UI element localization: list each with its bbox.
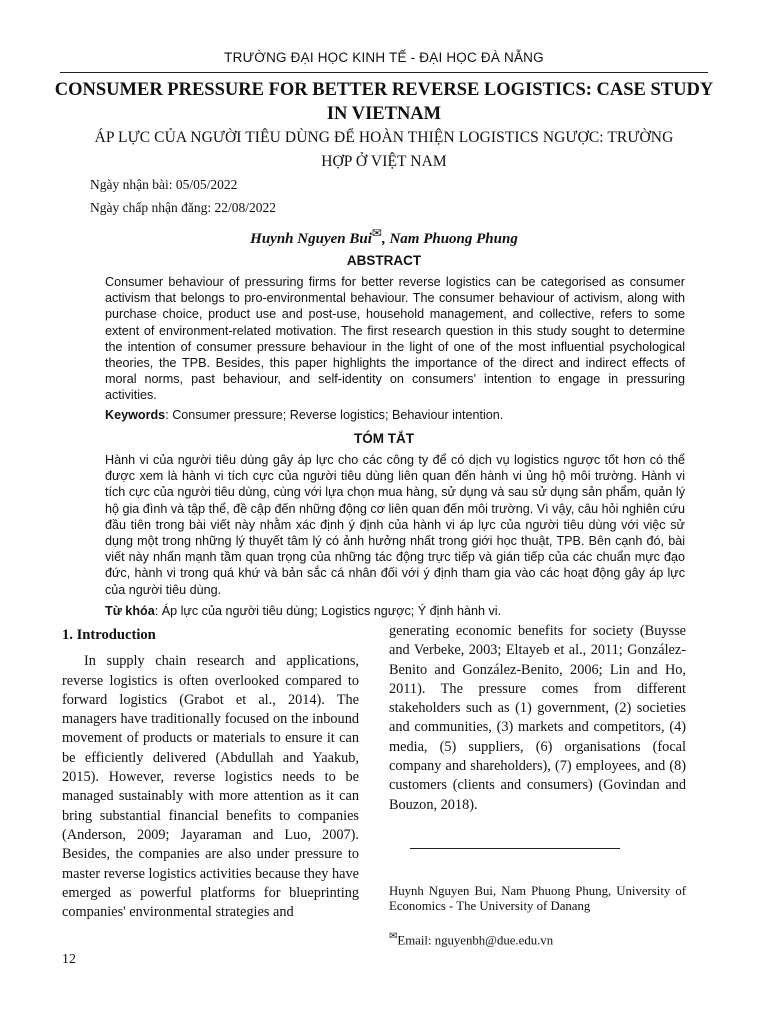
abstract-heading: ABSTRACT [346,253,422,268]
keywords-label: Keywords [105,408,166,422]
paper-title: CONSUMER PRESSURE FOR BETTER REVERSE LOGISTICS: CASE STUDY IN VIETNAM [54,80,714,124]
received-date: Ngày nhận bài: 05/05/2022 [90,177,238,192]
author-affiliation: Huynh Nguyen Bui, Nam Phuong Phung, University of Economics - The University of Danang [389,884,686,913]
email-text: Email: nguyenbh@due.edu.vn [397,933,554,948]
introduction-paragraph-right: generating economic benefits for society (Buysse and Verbeke, 2003; Eltayeb et al., 2011; González-Benito and González-Benito, 2006; Lin and Ho, 2011). The pressure comes from different stakeholders such as (1) government, (2) societies and communities, (3) markets and competitors, (4) media, (5) suppliers, (6) organisations (focal company and shareholders), (7) employees, and (8) customers (clients and consumers) (Govindan and Bouzon, 2018). [389,623,686,813]
abstract-text: Consumer behaviour of pressuring firms for better reverse logistics can be categorised as consumer activism that belongs to pro-environmental behaviour. The consumer behaviour of activism, along with purchase choice, product use and post-use, household management, and collective, refers to some extent of environment-related motivation. The first research question in this study sought to determine the intention of consumer pressure behaviour in the light of one of the most influential psychological theories, the TPB. Besides, this paper highlights the importance of the direct and indirect effects of moral norms, past behaviour, and self-identity on consumers' intention to engage in pressuring activities. [105,275,685,403]
envelope-icon: ✉ [389,931,398,942]
tukhoa-label: Từ khóa [105,604,155,618]
paper-title-vietnamese: ÁP LỰC CỦA NGƯỜI TIÊU DÙNG ĐỂ HOÀN THIỆN LOGISTICS NGƯỢC: TRƯỜNG HỢP Ở VIỆT NAM [94,129,674,170]
page-number: 12 [62,952,76,967]
tomtat-heading: TÓM TẮT [354,431,414,446]
header-divider [60,72,708,73]
accepted-date: Ngày chấp nhận đăng: 22/08/2022 [90,200,276,215]
footnote-divider [410,848,620,849]
tukhoa-text: : Áp lực của người tiêu dùng; Logistics ngược; Ý định hành vi. [154,604,502,618]
introduction-paragraph-left: In supply chain research and applications, reverse logistics is often overlooked compared to forward logistics (Grabot et al., 2014). The managers have traditionally focused on the inbound movement of products or materials to ensure it can be efficiently delivered (Abdullah and Yaakub, 2015). However, reverse logistics needs to be managed sustainably with more attention as it can bring substantial financial benefits to companies (Anderson, 2009; Jayaraman and Luo, 2007). Besides, the companies are also under pressure to master reverse logistics activities because they have emerged as powerful platforms for blueprinting companies' environmental strategies and [62,653,359,921]
tomtat-text: Hành vi của người tiêu dùng gây áp lực cho các công ty để có dịch vụ logistics ngược tốt hơn có thể được xem là hành vi tích cực của người tiêu dùng liên quan đến hành vi ủng hộ môi trường. Hành vi tích cực của người tiêu dùng, cùng với lựa chọn mua hàng, sử dụng và sau sử dụng sản phẩm, quản lý hộ gia đình và tập thể, đề cập đến những động cơ liên quan đến môi trường. Vì vậy, câu hỏi nghiên cứu đầu tiên trong bài viết này nhằm xác định ý định của hành vi áp lực của người tiêu dùng với việc sử dụng một trong những lý thuyết tâm lý có ảnh hưởng nhất trong giới học thuật, TPB. Bên cạnh đó, bài viết này nhấn mạnh tầm quan trọng của những tác động trực tiếp và gián tiếp của các chuẩn mực đạo đức, hành vi trong quá khứ và bản sắc cá nhân đối với ý định tham gia vào các hoạt động gây áp lực của người tiêu dùng. [105,453,685,597]
introduction-heading: 1. Introduction [62,627,156,643]
journal-header: TRƯỜNG ĐẠI HỌC KINH TẾ - ĐẠI HỌC ĐÀ NẴNG [224,50,544,65]
author-first: Huynh Nguyen Bui [250,231,372,247]
envelope-icon: ✉ [371,226,382,240]
author-line [0,226,768,248]
keywords-line [105,407,685,423]
body-right-column [389,622,686,815]
body-left-column [62,626,359,922]
author-email [389,931,553,948]
keywords-text: : Consumer pressure; Reverse logistics; Behaviour intention. [165,408,504,422]
author-rest: , Nam Phuong Phung [381,231,518,247]
tukhoa-line [105,603,685,619]
